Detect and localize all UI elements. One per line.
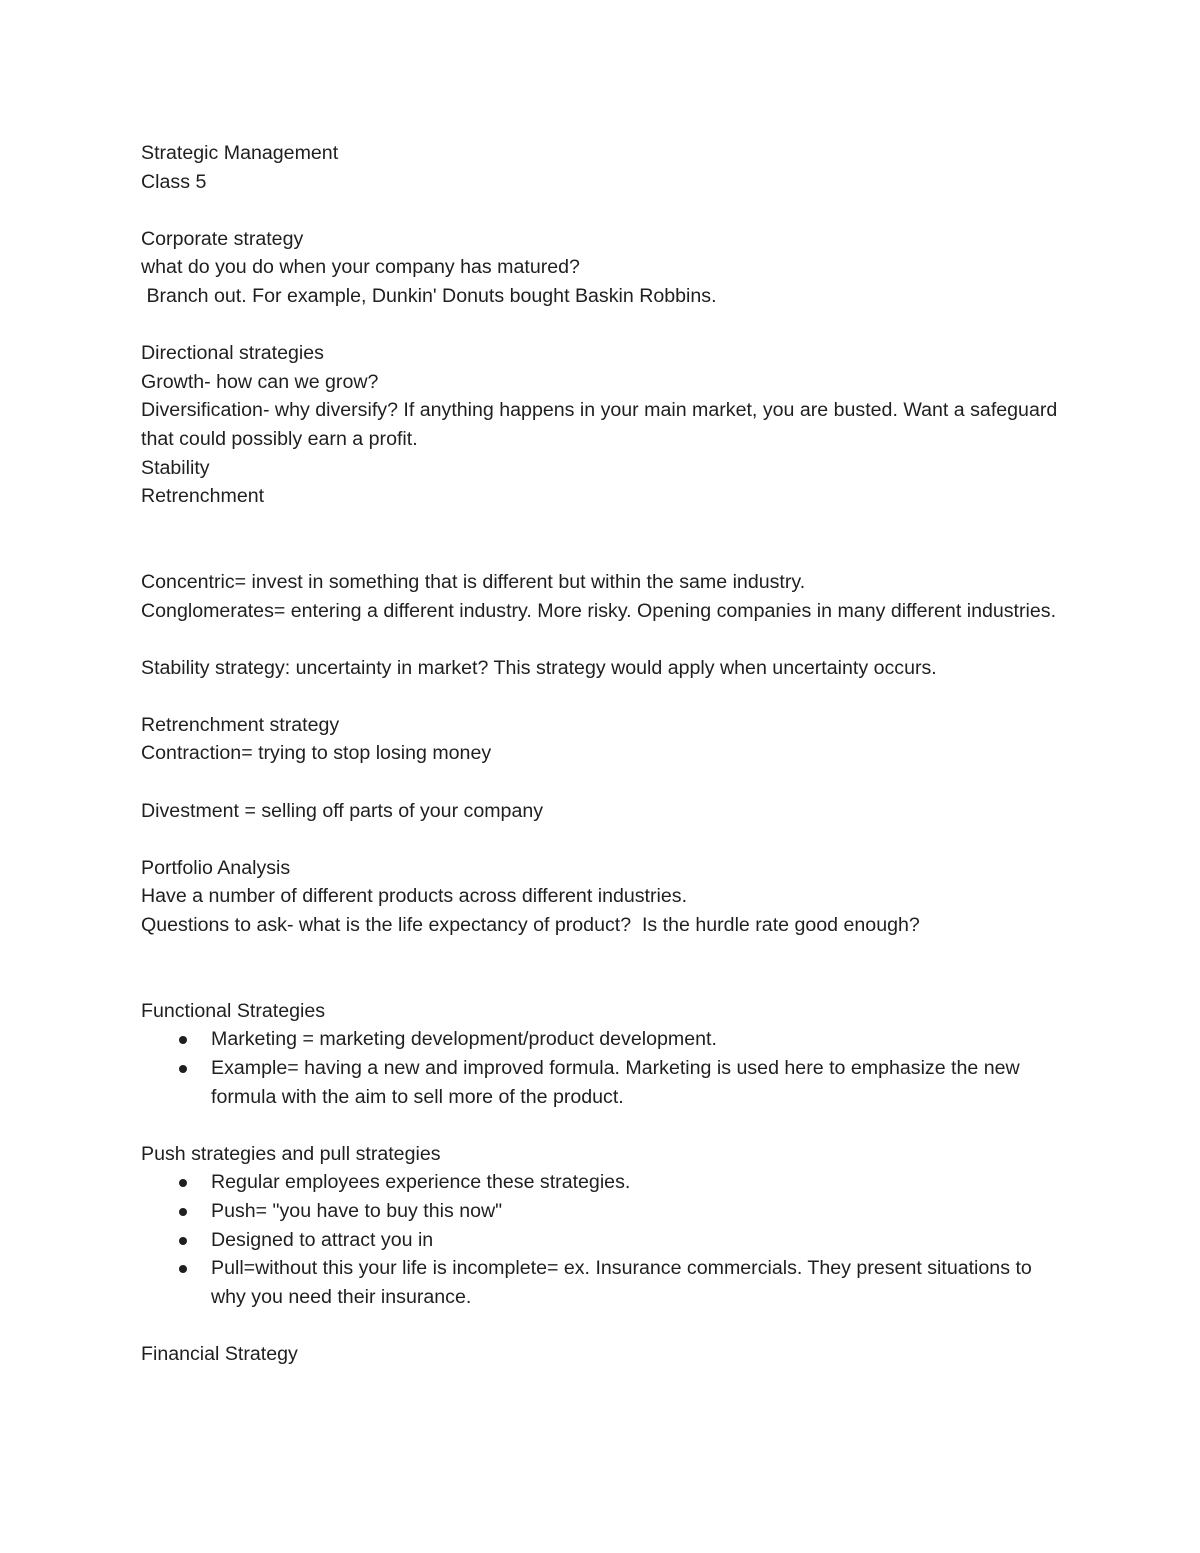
- contraction-text: Contraction= trying to stop losing money: [141, 742, 492, 765]
- functional-heading: Functional Strategies: [141, 999, 326, 1022]
- document-body: [141, 139, 1071, 1369]
- doc-title: Strategic Management: [141, 142, 339, 164]
- corporate-answer: Branch out. For example, Dunkin' Donuts bought Baskin Robbins.: [141, 284, 717, 307]
- bullet-icon: [179, 1237, 187, 1245]
- bullet-icon: [179, 1036, 187, 1044]
- spacer: [141, 311, 1071, 340]
- retrenchment-heading: Retrenchment strategy: [141, 713, 340, 736]
- spacer: [141, 625, 1071, 654]
- financial-heading: Financial Strategy: [141, 1342, 298, 1365]
- functional-bullet-list: [141, 1025, 1071, 1111]
- bullet-icon: [179, 1179, 187, 1187]
- list-item: [141, 1054, 1071, 1111]
- conglomerates-text: Conglomerates= entering a different industry. More risky. Opening companies in many different industries.: [141, 599, 1057, 622]
- list-item: [141, 1168, 1071, 1197]
- directional-retrenchment: Retrenchment: [141, 485, 265, 508]
- spacer: [141, 940, 1071, 997]
- list-item: [141, 1197, 1071, 1226]
- bullet-icon: [179, 1065, 187, 1073]
- list-item-text: Marketing = marketing development/product development.: [211, 1028, 717, 1051]
- spacer: [141, 768, 1071, 797]
- portfolio-heading: Portfolio Analysis: [141, 856, 291, 879]
- push-pull-heading: Push strategies and pull strategies: [141, 1142, 441, 1165]
- portfolio-line2: Questions to ask- what is the life expectancy of product? Is the hurdle rate good enough?: [141, 914, 920, 937]
- bullet-icon: [179, 1265, 187, 1273]
- class-label: Class 5: [141, 170, 207, 193]
- list-item-text: Push= "you have to buy this now": [211, 1199, 503, 1222]
- divestment-text: Divestment = selling off parts of your company: [141, 799, 544, 822]
- directional-stability: Stability: [141, 456, 210, 479]
- corporate-heading: Corporate strategy: [141, 227, 304, 250]
- list-item: [141, 1226, 1071, 1255]
- spacer: [141, 682, 1071, 711]
- bullet-icon: [179, 1208, 187, 1216]
- spacer: [141, 1311, 1071, 1340]
- stability-strategy-text: Stability strategy: uncertainty in market? This strategy would apply when uncertainty occurs.: [141, 656, 937, 679]
- directional-growth: Growth- how can we grow?: [141, 370, 379, 393]
- list-item-text: Example= having a new and improved formula. Marketing is used here to emphasize the new formula with the aim to sell more of the product.: [211, 1057, 1020, 1108]
- spacer: [141, 825, 1071, 854]
- spacer: [141, 1111, 1071, 1140]
- spacer: [141, 196, 1071, 225]
- spacer: [141, 511, 1071, 568]
- directional-diversification: Diversification- why diversify? If anything happens in your main market, you are busted. Want a safeguard that could possibly earn a profit.: [141, 399, 1063, 450]
- list-item-text: Regular employees experience these strategies.: [211, 1171, 631, 1194]
- list-item: [141, 1025, 1071, 1054]
- directional-heading: Directional strategies: [141, 342, 324, 365]
- list-item-text: Designed to attract you in: [211, 1228, 434, 1251]
- list-item-text: Pull=without this your life is incomplete= ex. Insurance commercials. They present situations to why you need their insurance.: [211, 1257, 1032, 1308]
- corporate-question: what do you do when your company has matured?: [141, 256, 580, 279]
- concentric-text: Concentric= invest in something that is different but within the same industry.: [141, 570, 806, 593]
- portfolio-line1: Have a number of different products across different industries.: [141, 885, 688, 908]
- list-item: [141, 1254, 1071, 1311]
- push-pull-bullet-list: [141, 1168, 1071, 1311]
